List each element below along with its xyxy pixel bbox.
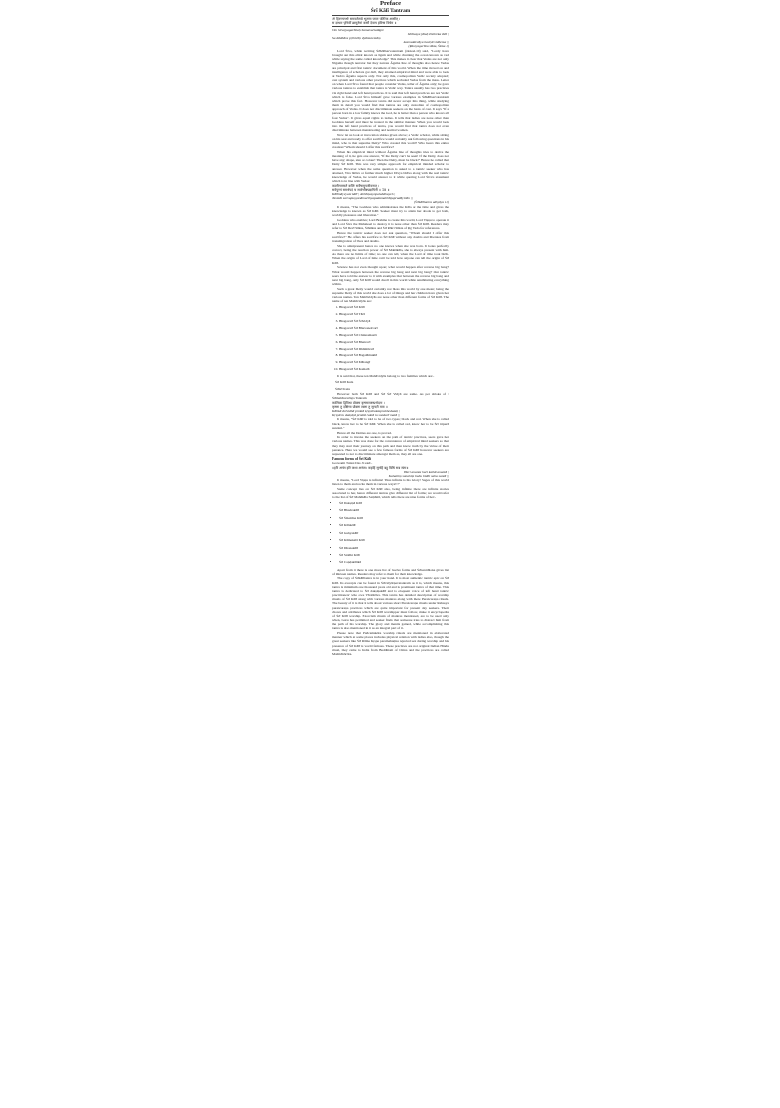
list-item: • Śrī Śmaśāna Kālī: [339, 515, 449, 522]
verse-block-3: [332, 401, 449, 417]
paragraph: Same concept lies on Śrī Kālī also, being infinite there are infinite stories associated to her, hence different tantras give different list of forms; we would refer to the list of Śrī Mahākāla Saṃhitā, which tells there are nine forms of her:-: [332, 487, 449, 500]
list-item: 5. Bhagavatī Śrī Chinnamastā: [339, 332, 449, 339]
list-item: • Śrī Dakṣiṇā Kālī: [339, 500, 449, 507]
sanskrit-line: कालीगाययते कलिः सर्वेषामुपजीवनात् ।: [332, 183, 380, 188]
transliteration-line: Kālīmāyeyate kālī | Abhīsṭasyopalabdhayeh |: [332, 191, 396, 196]
list-item: 10. Bhagavatī Śrī Kamalā: [339, 366, 449, 373]
sanskrit-line: सर्वपुण्यं समर्थपदं च सर्वाभीष्टप्रदायिनी ॥ 18 ॥: [332, 187, 390, 192]
text-column: [332, 0, 449, 657]
transliteration-line: Kālikā dvividhā proktā kṛṣṇāraktaprabhedataḥ |: [332, 409, 400, 414]
kula-item: Śrīśrī Kula: [335, 386, 350, 391]
paragraph: Lord Śiva, while reciting Śrīkālīsarvatantram (śloka2.10) said, "Lordy have brought out this elixir known as āgam and while churning the ocean known as ved while saying the same called knowledge" This makes it clear that Vedas are not only Nigama though narrator but they narrate Āgama line of thoughts also hence Vedas are principal and first tantric document of this world. When the time moved on and intelligence of scholars got dull, they attained empirical mind and were able to look at Veda's Āgama aspects only. Not only this, cosmopolitan Vedic society adopted; cast system and various other practices which secluded Vedas from the mass. Letter on when Lord Śiva found that people consider Vedas, teller of Āgama only; he gave various tantras to establish that tantra is Vedic way. Tantra usually has two practices viz right hand and left hand practices. It is said that left hand practices are not Vedic which is false. Lord Śiva himself gave various examples in Śrīkālīsarvatantram which prove this fact. However tantra did never accept this thing, while studying them in detail you would find that tantras are only custodian of cosmopolitan approach of Vedas. It does not discriminate seekers on the basis of cast. It says "If a person born in a low family knows the God, he is better than a person who knows all four Vedas". It gives equal rights to ladies. It tells that ladies are none other than Goddess herself and must be treated in the similar manner. When you would look into the left hand practices of tantra, you would find that tantra does not even discriminate between menstruating and normal women.: [332, 49, 449, 132]
list-item: • Śrī Caṇḍakālikā: [339, 559, 449, 566]
paragraph: When his empirical mind without Āgama line of thoughts tries to derive the meaning of it, he gets one answer, "If the Deity can't be seen! If the Deity, does not have any; shape, size or colour! Then the Deity, must be black!" Hence he called that Deity Śrī Kālī. This was very simple approach for empirical minded scholar to answer. However when the same question is asked to a tantric seeker who has attained, Vira bhāva or further much higher Divya bhāva along with the real tantric knowledge of Vedas, he would answer to it while quoting Lord Śiva's statement which is in line with Vedas:: [332, 149, 449, 184]
section-heading: Famous forms of Śrī Kālī: [332, 456, 371, 461]
transliteration-line: bhūtasya jātaḥ Patireka āsīt |: [407, 31, 449, 36]
paragraph: Apart from it there is one more list of twelve forms and Śrīsantrāloka gives list of thirteen names. Readers may refer to them for their knowledge.: [332, 567, 449, 576]
transliteration-line: Kṛṣṇā tu dakṣiṇā proktā raktā tu sundarī matā ||: [332, 413, 400, 418]
verse-block-1: [332, 17, 449, 48]
paragraph: It is said that, these ten Mahāvidyās belong to two families which are:-: [337, 374, 435, 379]
list-item: • Śrī Kāmakalā Kālī: [339, 537, 449, 544]
transliteration-line: Tasmāt sarvapuṇyasāmarthyapadamabhīṣṭapradāyinīm ||: [332, 195, 413, 200]
page-title: Preface: [379, 0, 402, 7]
list-item: 8. Bhagavatī Śrī Bagalāmukhī: [339, 352, 449, 359]
transliteration-line: Om hiraṇyagarbhaḥ Samavartatāgre: [332, 27, 384, 32]
paragraph: However both Śrī Kālī and Śrī Śrī Vidyā are same. As per shloka of : Śrīmahāsvarāṣṭa Tantram: [332, 392, 449, 401]
transliteration-line: Kahahiṃ sunahiṃ bahu bidhi saba santā ||: [388, 473, 449, 478]
transliteration-line: Sa dādhāra pṛthivīṃ dyāmutemāṃ: [332, 36, 381, 40]
paragraph: She is omnipresent hence no one knows when she was born. It looks perfectly correct, being the reaction power of Śrī Mahākāla, she is always present with him. As there are no limits of time; no one can tell, when the Lord of time took birth. When the origin of Lord of time can't be told how anyone can tell the origin of Śrī Kālī.: [332, 243, 449, 265]
verse-source: (Śrīkālītantra adhyāya 11): [414, 200, 449, 205]
list-item: 9. Bhagavatī Śrī Mātangī: [339, 359, 449, 366]
transliteration-line: kasmaidevāya haviṣā vidhema ||: [403, 40, 449, 45]
verse-block-2: [332, 184, 449, 204]
list-item: 7. Bhagavatī Śrī Dhūmāvatī: [339, 346, 449, 353]
list-item: 2. Bhagavatī Śrī Tārā: [339, 311, 449, 318]
paragraph: Hence all the Deities are one, is proved.: [337, 430, 392, 435]
paragraph: It means, "The Goddess who administrates the Kāla or the time and gives the knowledge is known as Śrī Kālī. Seeker must try to attain her abode to get both, worldly pleasures and liberation.": [332, 204, 449, 218]
sanskrit-line: स दाधार पृथिवीं द्यामुतेमां कस्मै देवाय हविषा विधेम ॥: [332, 21, 397, 25]
sanskrit-line: ॥हरि अनंत हरि कथा अनंता। कहहिं सुनहिं बहु बिधि सब संता॥: [332, 465, 409, 470]
list-item: • Śrī Dhanakālī: [339, 545, 449, 552]
list-item: 6. Bhagavatī Śrī Bhairavī: [339, 339, 449, 346]
list-item: • Śrī Guhyakālī: [339, 530, 449, 537]
list-item: • Śrī Bhadrakālī: [339, 507, 449, 514]
paragraph: Goddess who enables; Lord Brahma to create this world, Lord Viṣṇu to operate it and Lord Śiva the Mahakaal to destroy it is none other than Śrī Kālī. Readers may refer to Śrī Devī Sūkta, Śrīsūkta and Śrī Rātri Sūkta of Ṛg Veda for references.: [332, 217, 449, 231]
verse-source: (Ṛkveyagarbha sūkta, Śloka 1): [408, 44, 449, 49]
paragraph: Please note that Pañcamakāra worship rituals are mentioned in elaborated manner which at some places includes physical relation with ladies also, though the great seekers like Śrī Rāma Kṛṣṇa paramahaṃsa rejected sex during worship and his presence of Śrī Kālī is world famous. These practices are not original Indian Hindu ritual, they came to India from Buddhism of China and the practices are called Mahācīnācāra.: [332, 631, 449, 656]
paragraph: It means, "Lord Viṣṇu is infinite! Thus infinite is his Glory! Sages of this world listen to them and recite them in various ways!!!": [332, 478, 449, 487]
list-item: 1. Bhagavatī Śrī Kālī: [339, 304, 449, 311]
paragraph: Now let us look at invocation shloka given above; a Vedic scholar, while sitting on his seat and ready to offer sacrifice would certainly ask following questions in his mind, who is that supreme Deity? Who created this world? Who hears this entire creation? Whom should I offer this sacrifice?: [332, 132, 449, 150]
paragraph: The copy of Śrīkālītantra is in your hand. It is most authentic tantric epic on Śrī Kālī. Its excerpts can be found in Śrīvidyārṇavatantram as it is, which means, this tantra is minimum one thousand years old and is prominent tantra of that time. This tantra is dedicated to Śrī dakṣiṇakālī and is eloquent voice of left hand tantric practitioners' who owe Vīrabhāva. This tantra has detailed description of worship rituals of Śrī Kālī along with various mantras along with there Puraścaraṇa rituals. The beauty of it is that it tells about various short Puraścaraṇa rituals under Rahasya puraścaraṇa practices which are quite important for present day seekers. Their chores and attributes which Śrī Kālī worshipper must follow, make it encyclopedia of Śrī Kālī worship. Exorcism rituals of mantras mentioned, are to be used only when, Guru has permitted and seeker finds that someone tries to distract him from the path of his worship. The glory and mentis gained, while accomplishing this tantra is also mentioned in it as an integral part of it.: [332, 576, 449, 631]
paragraph: Hence the tantric seeker does not ask question, "Whom should I offer this sacrifice?" He offers his sacrifice to Śrī Kālī without any doubts and liberates from transmigration of lives and deaths.: [332, 230, 449, 244]
sanskrit-line: कालिका द्विविधा प्रोक्ता कृष्णारक्तप्रभेदतः ।: [332, 401, 385, 406]
sanskrit-line: ॐ हिरण्यगर्भः समवर्तताग्रे भूतस्य जातः पतिरेक आसीत् ।: [332, 17, 401, 21]
list-item: • Śrī Siddhi Kālī: [339, 552, 449, 559]
paragraph: It means, "Śrī Kālī is told to be of two types; black and red. When she is called black, know her to be Śrī Kālī. When she is called red, know her to be Śrī tripurā sundari.": [332, 417, 449, 430]
nine-forms-list: [332, 500, 449, 567]
verse-block-4: [332, 466, 449, 478]
paragraph: In order to invoke the seekers on the path of tantric practices, seers gave her various names. This was done for the convenience of empirical mind seekers so that they may start their journey on this path and then know truth by the virtue of their penance. Here we would see a few famous forms of Śrī Kālī however seekers are requested to not to discriminate amongst them as, they all are one.: [332, 435, 449, 456]
mahavidya-list: [332, 304, 449, 373]
paragraph: Goswami Tulasi Das Ji said:-: [332, 460, 373, 465]
paragraph: Science has not even thought upon; what would happen after reverse big bang? What would happen between the reverse big bang and next big bang? Our tantric seers have told the answer to it with examples that between the reverse big bang and next big bang, only Śrī Kālī would dwell in this world while annihilating everything within.: [332, 265, 449, 286]
list-item: 4. Bhagavatī Śrī Bhuvaneśvarī: [339, 325, 449, 332]
book-title: Śrī Kālī Tantram: [370, 8, 411, 14]
kula-item: Śrī Kālī Kula: [335, 379, 354, 384]
paragraph: Such a great Deity would certainly not bless this world by one mean; being the supreme Deity of this world she does a lot of things and her children have given her various names. Ten Mahāvidyās are none other than different forms of Śrī Kālī. The name of ten Mahāvidyās are:: [332, 286, 449, 304]
sanskrit-line: कृष्णा तु दक्षिणा प्रोक्ता रक्ता तु सुन्दरी मता ॥: [332, 405, 388, 410]
list-item: 3. Bhagavatī Śrī Śrīvidyā: [339, 318, 449, 325]
list-item: • Śrī Kālakālī: [339, 522, 449, 529]
transliteration-line: Hari ananta hari kathā anantā |: [403, 469, 449, 474]
